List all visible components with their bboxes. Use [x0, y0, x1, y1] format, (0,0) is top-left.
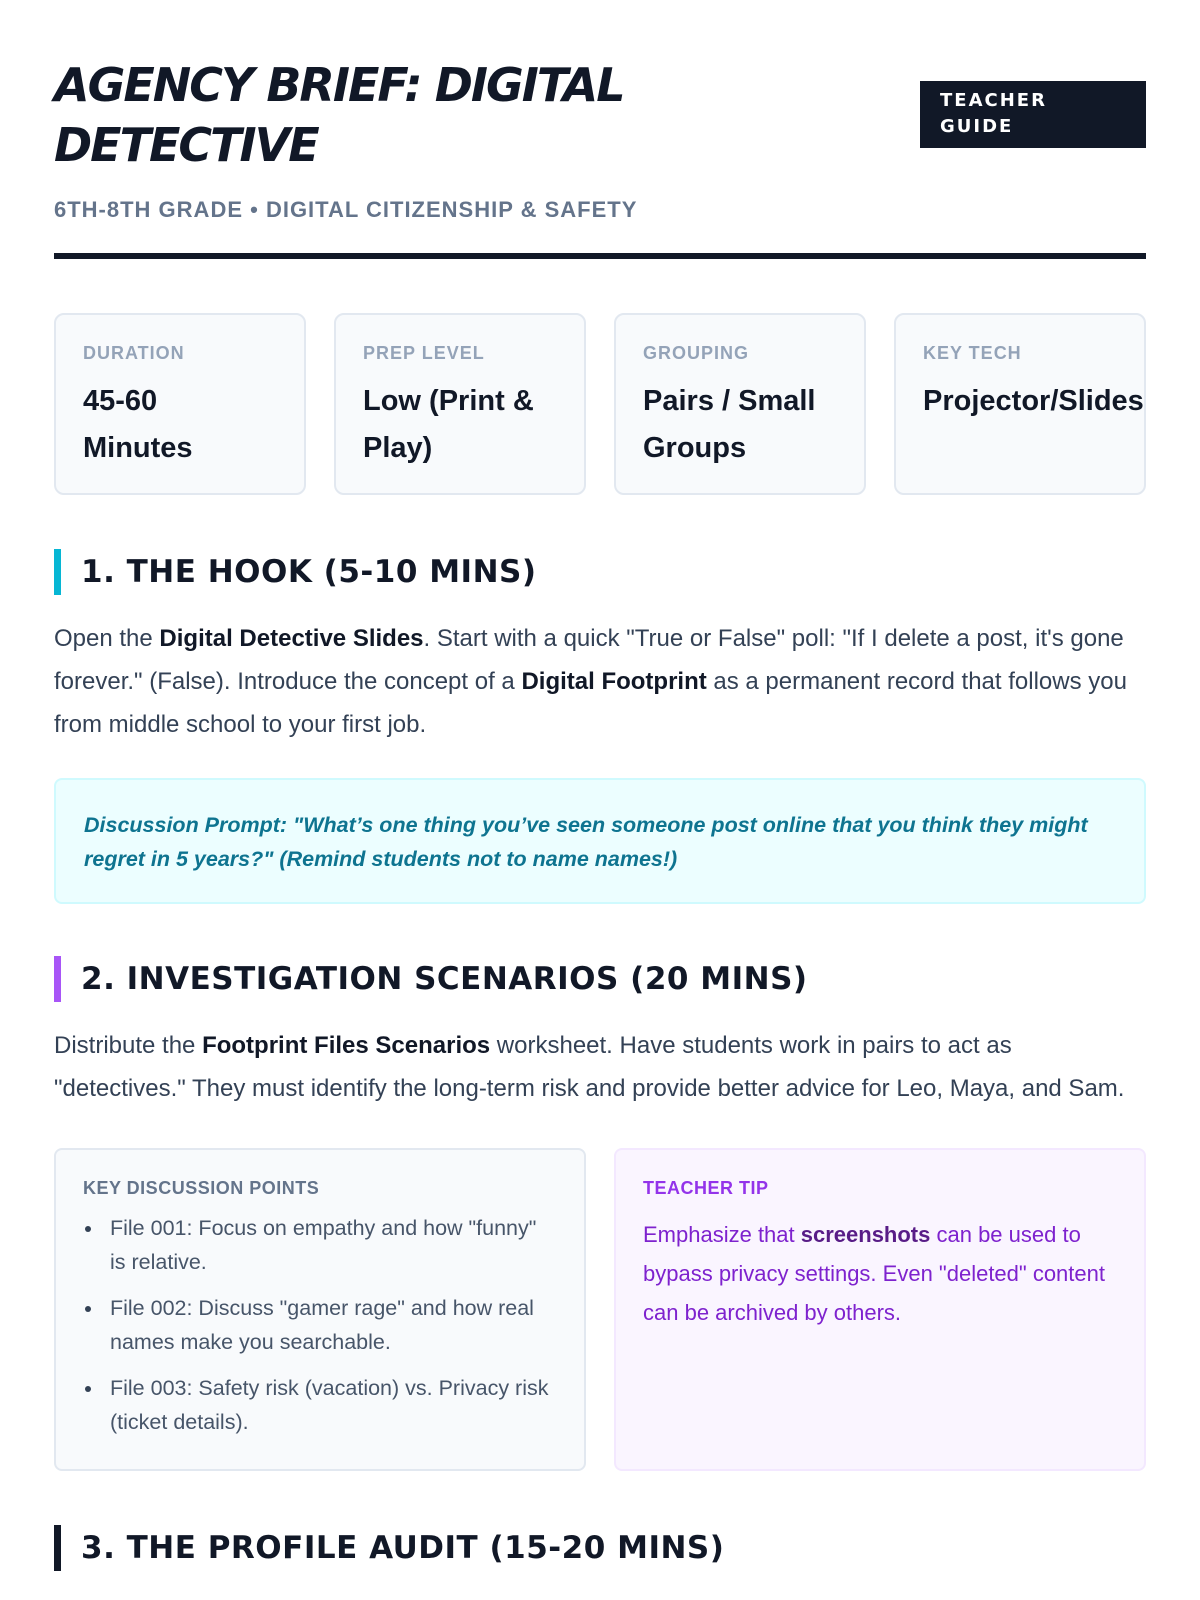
section-accent-bar — [54, 1525, 61, 1571]
teacher-tip-card — [614, 1148, 1146, 1471]
discussion-prompt: Discussion Prompt: "What’s one thing you’ve seen someone post online that you think they might regret in 5 years?" (Remind students not to name names!) — [54, 778, 1146, 904]
stat-label: PREP LEVEL — [363, 343, 485, 363]
stat-card-grouping — [614, 313, 866, 495]
stat-label: DURATION — [83, 343, 185, 363]
section-heading-profile-audit — [54, 1525, 1146, 1571]
stat-label: GROUPING — [643, 343, 750, 363]
stat-card-key-tech — [894, 313, 1146, 495]
stat-card-prep-level — [334, 313, 586, 495]
section-heading-investigation — [54, 956, 1146, 1002]
discussion-points-list — [83, 1211, 557, 1439]
list-item: File 001: Focus on empathy and how "funny" is relative. — [83, 1211, 557, 1279]
slides-name: Digital Detective Slides — [159, 625, 424, 652]
stat-value: Pairs / Small Groups — [643, 385, 816, 464]
header-divider — [54, 253, 1146, 259]
section-accent-bar — [54, 549, 61, 595]
stat-value: Low (Print & Play) — [363, 385, 534, 464]
stat-card-duration — [54, 313, 306, 495]
section-heading-text: 3. THE PROFILE AUDIT (15-20 MINS) — [81, 1530, 725, 1566]
investigation-paragraph — [54, 1024, 1146, 1110]
stat-value: 45-60 Minutes — [83, 385, 193, 464]
teacher-guide-badge: TEACHER GUIDE — [920, 81, 1146, 148]
teacher-tip-text — [643, 1215, 1117, 1332]
key-discussion-points-card — [54, 1148, 586, 1471]
screenshots-term: screenshots — [800, 1222, 931, 1247]
stat-label: KEY TECH — [923, 343, 1022, 363]
text-run: as a permanent record that follows you from middle school to your first job. — [54, 668, 1127, 738]
list-item: File 003: Safety risk (vacation) vs. Privacy risk (ticket details). — [83, 1371, 557, 1439]
section-heading-text: 1. THE HOOK (5-10 MINS) — [81, 554, 537, 590]
text-run: Emphasize that — [643, 1222, 801, 1247]
text-run: can be used to bypass privacy settings. Even "deleted" content can be archived by others. — [643, 1222, 1105, 1325]
list-item: File 002: Discuss "gamer rage" and how real names make you searchable. — [83, 1291, 557, 1359]
stat-value: Projector/Slides — [923, 385, 1144, 417]
page-subtitle: 6TH-8TH GRADE • DIGITAL CITIZENSHIP & SAFETY — [54, 197, 638, 222]
card-label: KEY DISCUSSION POINTS — [83, 1178, 320, 1198]
worksheet-name: Footprint Files Scenarios — [202, 1032, 491, 1059]
section-heading-text: 2. INVESTIGATION SCENARIOS (20 MINS) — [81, 961, 808, 997]
investigation-columns — [54, 1148, 1146, 1471]
section-accent-bar — [54, 956, 61, 1002]
card-label: TEACHER TIP — [643, 1178, 769, 1198]
text-run: Open the — [54, 625, 160, 652]
lesson-stats — [54, 313, 1146, 495]
page-title: AGENCY BRIEF: DIGITAL DETECTIVE — [54, 58, 624, 172]
text-run: worksheet. Have students work in pairs to act as "detectives." They must identify the long-term risk and provide better advice for Leo, Maya, and Sam. — [54, 1032, 1125, 1102]
text-run: Distribute the — [54, 1032, 203, 1059]
header — [54, 55, 1146, 175]
text-run: . Start with a quick "True or False" poll: "If I delete a post, it's gone forever." (False). Introduce the concept of a — [54, 625, 1124, 695]
digital-footprint-term: Digital Footprint — [521, 668, 707, 695]
section-heading-hook — [54, 549, 1146, 595]
hook-paragraph — [54, 617, 1146, 746]
